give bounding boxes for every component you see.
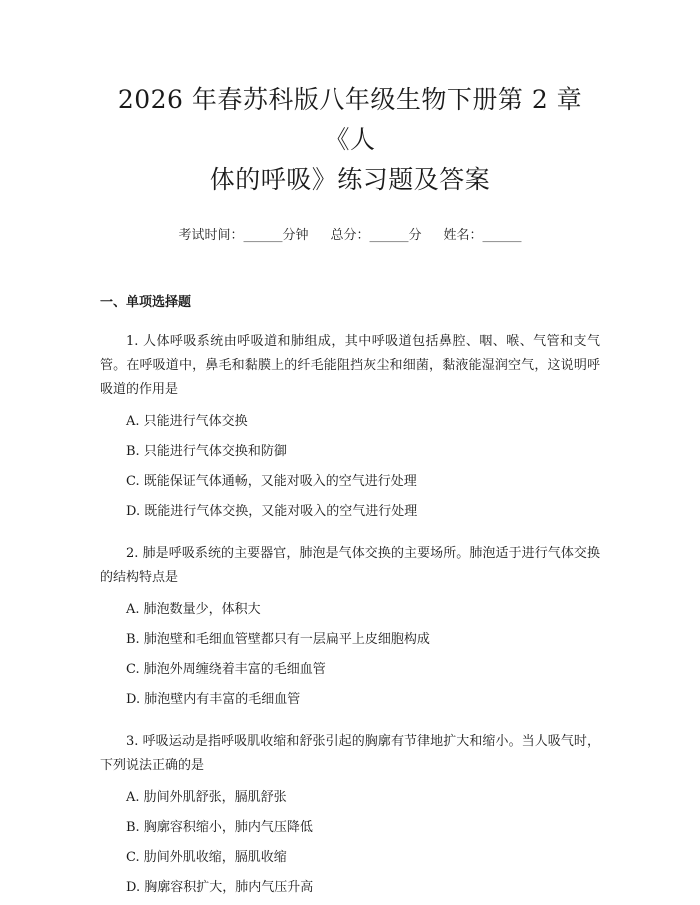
option-list [100,788,600,898]
option-c: C. 肺泡外周缠绕着丰富的毛细血管 [126,662,326,677]
question-1 [100,330,600,522]
option-d: D. 既能进行气体交换，又能对吸入的空气进行处理 [126,504,418,519]
question-text: 1. 人体呼吸系统由呼吸道和肺组成，其中呼吸道包括鼻腔、咽、喉、气管和支气管。在呼吸道中，鼻毛和黏膜上的纤毛能阻挡灰尘和细菌，黏液能湿润空气，这说明呼吸道的作用是 [100,334,600,397]
option-c: C. 肋间外肌收缩，膈肌收缩 [126,850,287,865]
option-d: D. 肺泡壁内有丰富的毛细血管 [126,692,301,707]
option-a: A. 肺泡数量少，体积大 [126,602,261,617]
question-2 [100,542,600,710]
question-text: 3. 呼吸运动是指呼吸肌收缩和舒张引起的胸廓有节律地扩大和缩小。当人吸气时，下列说法正确的是 [100,734,600,773]
title-line-2: 体的呼吸》练习题及答案 [209,165,491,194]
option-b: B. 胸廓容积缩小，肺内气压降低 [126,820,313,835]
section-title: 一、单项选择题 [100,295,192,310]
option-b: B. 肺泡壁和毛细血管壁都只有一层扁平上皮细胞构成 [126,632,430,647]
option-b: B. 只能进行气体交换和防御 [126,444,287,459]
exam-info [100,224,600,243]
student-name-field: 姓名：______ [443,228,522,243]
option-a: A. 肋间外肌舒张，膈肌舒张 [126,790,287,805]
exam-score-field: 总分：______分 [330,228,422,243]
option-list [100,412,600,522]
document-title [100,80,600,200]
question-text: 2. 肺是呼吸系统的主要器官，肺泡是气体交换的主要场所。肺泡适于进行气体交换的结构特点是 [100,546,600,585]
title-line-1: 2026 年春苏科版八年级生物下册第 2 章《人 [117,85,583,154]
option-d: D. 胸廓容积扩大，肺内气压升高 [126,880,314,895]
option-a: A. 只能进行气体交换 [126,414,248,429]
option-c: C. 既能保证气体通畅，又能对吸入的空气进行处理 [126,474,417,489]
option-list [100,600,600,710]
exam-time-field: 考试时间：______分钟 [178,228,309,243]
question-3 [100,730,600,898]
